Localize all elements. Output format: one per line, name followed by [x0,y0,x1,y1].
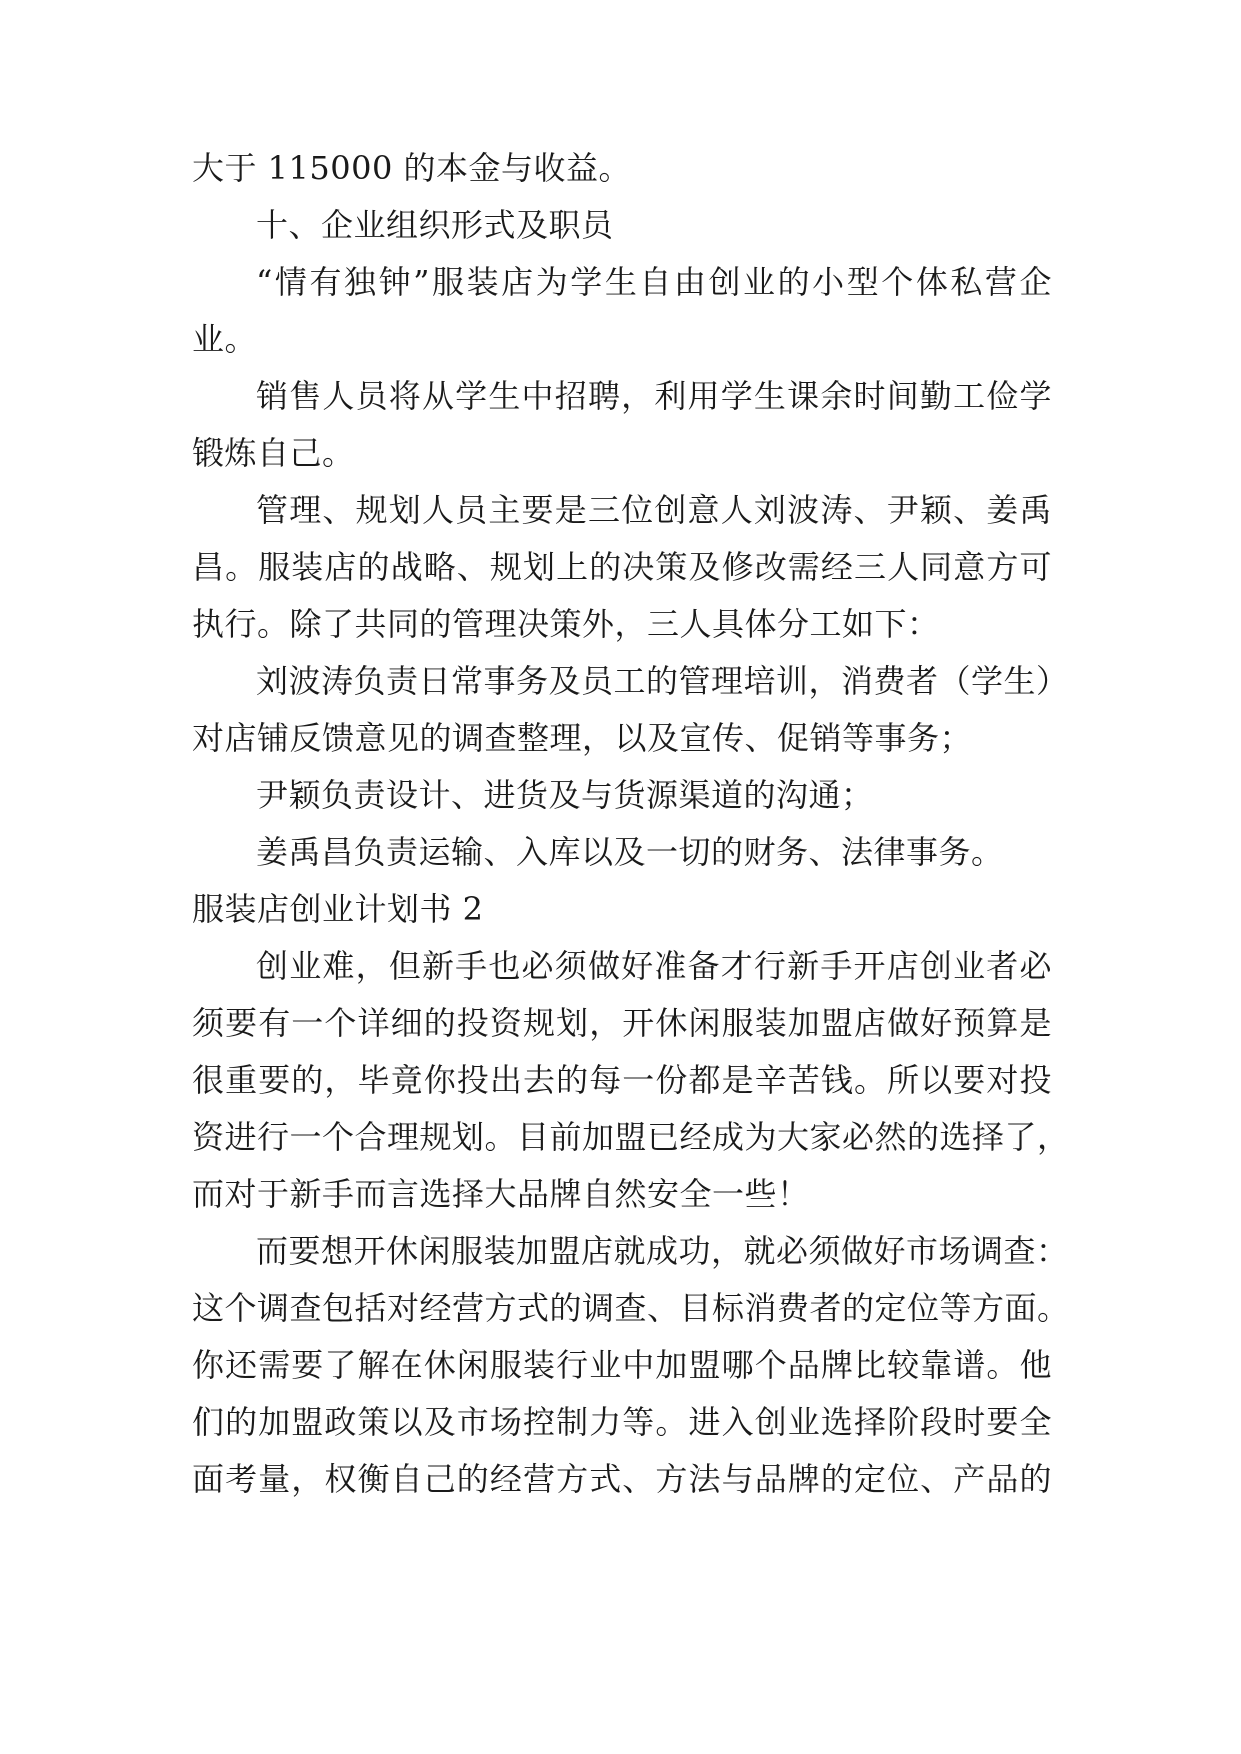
text-line: 管理、规划人员主要是三位创意人刘波涛、尹颖、姜禹 [256,491,1052,529]
text-line: 而要想开休闲服装加盟店就成功，就必须做好市场调查： [256,1232,1069,1270]
section-heading: 十、企业组织形式及职员 [256,206,614,244]
text-line: 对店铺反馈意见的调查整理，以及宣传、促销等事务； [192,719,973,757]
text-line: 业。 [192,320,258,358]
text-line: 创业难，但新手也必须做好准备才行新手开店创业者必 [256,947,1052,985]
text-line: 锻炼自己。 [192,434,355,472]
text-line: 而对于新手而言选择大品牌自然安全一些！ [192,1175,810,1213]
text-line: 很重要的，毕竟你投出去的每一份都是辛苦钱。所以要对投 [192,1061,1052,1099]
text-line: 尹颖负责设计、进货及与货源渠道的沟通； [256,776,874,814]
text-line: 刘波涛负责日常事务及员工的管理培训，消费者（学生） [256,662,1069,700]
text-line: 你还需要了解在休闲服装行业中加盟哪个品牌比较靠谱。他 [192,1346,1052,1384]
text-line: 姜禹昌负责运输、入库以及一切的财务、法律事务。 [256,833,1004,871]
text-line: 们的加盟政策以及市场控制力等。进入创业选择阶段时要全 [192,1403,1052,1441]
text-line: 面考量，权衡自己的经营方式、方法与品牌的定位、产品的 [192,1460,1052,1498]
text-line: “情有独钟”服装店为学生自由创业的小型个体私营企 [256,263,1052,301]
text-line: 昌。服装店的战略、规划上的决策及修改需经三人同意方可 [192,548,1052,586]
section-title: 服装店创业计划书 2 [192,890,484,928]
text-line: 须要有一个详细的投资规划，开休闲服装加盟店做好预算是 [192,1004,1052,1042]
text-line: 销售人员将从学生中招聘，利用学生课余时间勤工俭学 [256,377,1052,415]
text-line: 这个调查包括对经营方式的调查、目标消费者的定位等方面。 [192,1289,1070,1327]
text-line: 执行。除了共同的管理决策外，三人具体分工如下： [192,605,940,643]
text-line: 资进行一个合理规划。目前加盟已经成为大家必然的选择了， [192,1118,1070,1156]
text-line: 大于 115000 的本金与收益。 [192,149,632,187]
